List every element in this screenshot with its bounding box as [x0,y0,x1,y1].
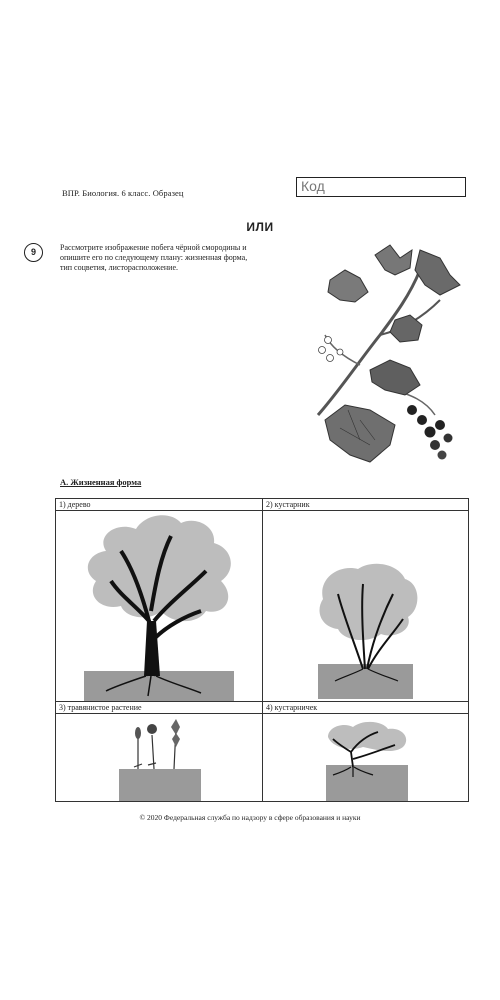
option-shrub [263,499,468,702]
life-form-options-table [55,498,469,802]
separator-text: ИЛИ [246,220,274,234]
question-text [60,243,305,273]
option-tree [56,499,263,702]
option-label-tree: 1) дерево [59,500,91,509]
code-field[interactable]: Код [296,177,466,197]
tree-icon [76,511,241,701]
option-herbaceous-plant [56,702,263,801]
section-title: А. Жизненная форма [60,477,142,487]
option-label-shrublet: 4) кустарничек [266,703,318,712]
question-line-3: тип соцветия, листорасположение. [60,263,178,272]
blackcurrant-shoot-illustration [300,240,470,470]
question-number-badge: 9 [24,243,43,262]
document-header-title: ВПР. Биология. 6 класс. Образец [62,188,184,198]
shrublet-icon [323,717,413,801]
option-label-herbaceous-plant: 3) травянистое растение [59,703,142,712]
question-line-1: Рассмотрите изображение побега чёрной смородины и [60,243,247,252]
herbaceous-plant-icon [116,717,206,801]
shrub-icon [313,559,423,699]
option-shrublet [263,702,468,801]
question-line-2: опишите его по следующему плану: жизненная форма, [60,253,248,262]
footer-copyright: © 2020 Федеральная служба по надзору в сфере образования и науки [139,813,361,822]
option-label-shrub: 2) кустарник [266,500,310,509]
